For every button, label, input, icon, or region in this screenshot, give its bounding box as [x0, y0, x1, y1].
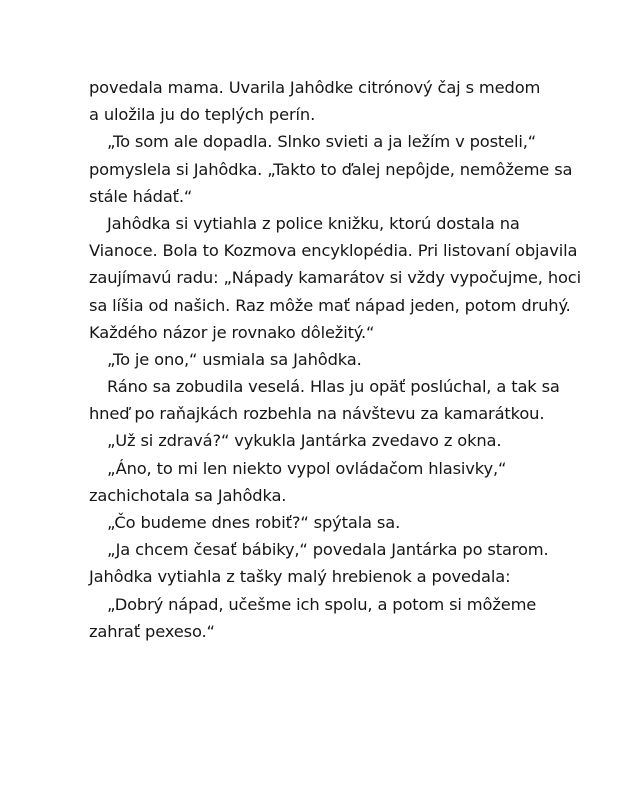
text-line: Každého názor je rovnako dôležitý.“	[89, 322, 375, 342]
text-line: zaujímavú radu: „Nápady kamarátov si vždy vypočujme, hoci	[89, 268, 581, 288]
text-line: „Už si zdravá?“ vykukla Jantárka zvedavo z okna.	[107, 431, 502, 451]
text-line: „Áno, to mi len niekto vypol ovládačom hlasivky,“	[107, 458, 507, 478]
text-line: Vianoce. Bola to Kozmova encyklopédia. Pri listovaní objavila	[89, 241, 578, 261]
text-line: pomyslela si Jahôdka. „Takto to ďalej nepôjde, nemôžeme sa	[89, 159, 573, 179]
text-line: „To je ono,“ usmiala sa Jahôdka.	[107, 349, 362, 369]
text-line: stále hádať.“	[89, 186, 193, 206]
text-line: „Dobrý nápad, učešme ich spolu, a potom si môžeme	[107, 594, 537, 614]
body-text	[89, 74, 609, 645]
text-line: zahrať pexeso.“	[89, 621, 215, 641]
text-line: Jahôdka vytiahla z tašky malý hrebienok a povedala:	[89, 567, 511, 587]
text-line: a uložila ju do teplých perín.	[89, 105, 316, 125]
text-line: povedala mama. Uvarila Jahôdke citrónový čaj s medom	[89, 78, 541, 97]
text-line: zachichotala sa Jahôdka.	[89, 485, 287, 505]
text-line: „To som ale dopadla. Slnko svieti a ja ležím v posteli,“	[107, 132, 537, 152]
text-line: Ráno sa zobudila veselá. Hlas ju opäť poslúchal, a tak sa	[107, 377, 560, 397]
text-line: hneď po raňajkách rozbehla na návštevu za kamarátkou.	[89, 404, 545, 424]
text-line: „Ja chcem česať bábiky,“ povedala Jantárka po starom.	[107, 540, 549, 560]
text-line: sa líšia od našich. Raz môže mať nápad jeden, potom druhý.	[89, 295, 571, 315]
text-line: „Čo budeme dnes robiť?“ spýtala sa.	[107, 513, 401, 532]
text-line: Jahôdka si vytiahla z police knižku, ktorú dostala na	[107, 213, 520, 233]
